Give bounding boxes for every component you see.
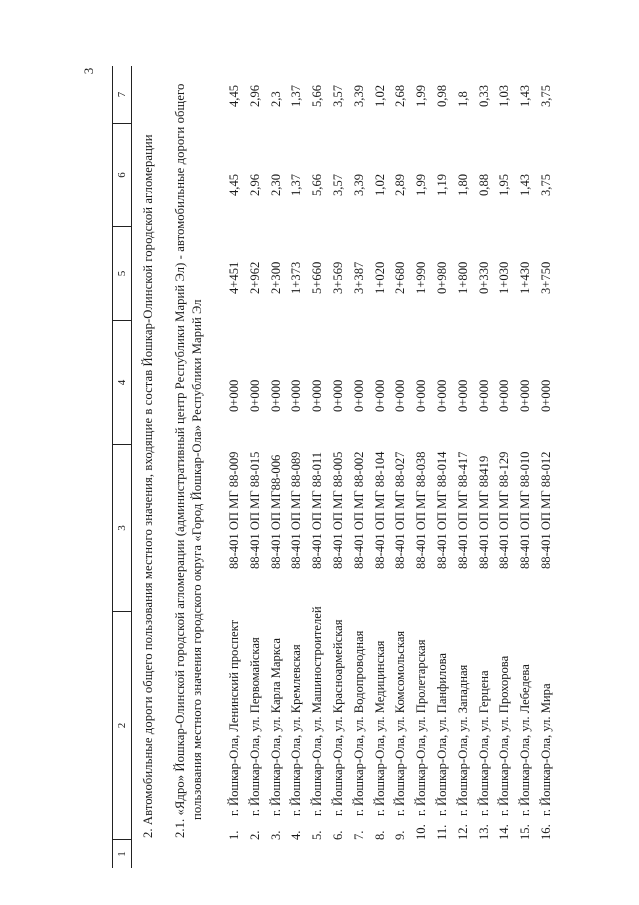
- table-row: [453, 66, 474, 868]
- road-name: г. Йошкар-Ола, Ленинский проспект: [227, 619, 241, 816]
- road-code: 88-401 ОП МГ 88-027: [393, 451, 408, 569]
- header-col-1: 1: [116, 851, 128, 857]
- row-number: 16.: [539, 824, 553, 840]
- table-row: [432, 66, 453, 868]
- length-col7: 3,57: [331, 84, 345, 107]
- table-row: [536, 66, 557, 868]
- rotated-table: [112, 66, 552, 868]
- start-km: 0+000: [476, 379, 491, 412]
- header-col-2: 2: [116, 722, 128, 729]
- length-col6: 1,95: [497, 173, 512, 196]
- end-km: 1+020: [372, 261, 387, 294]
- road-name: г. Йошкар-Ола, ул. Лебедева: [518, 664, 533, 816]
- road-code: 88-401 ОП МГ88-006: [268, 454, 283, 569]
- header-col-4: 4: [116, 379, 128, 386]
- road-code: 88-401 ОП МГ 88-129: [497, 451, 512, 569]
- start-km: 0+000: [227, 379, 241, 412]
- length-col7: 4,45: [227, 84, 241, 107]
- length-col7: 2,96: [247, 84, 262, 107]
- road-code: 88-401 ОП МГ 88-010: [518, 451, 533, 569]
- road-name: г. Йошкар-Ола, ул. Западная: [455, 664, 470, 816]
- end-km: 1+800: [455, 261, 470, 294]
- length-col6: 0,88: [476, 173, 491, 196]
- road-code: 88-401 ОП МГ 88-015: [247, 451, 262, 569]
- table-row: [515, 66, 536, 868]
- length-col6: 3,75: [539, 173, 553, 196]
- length-col7: 1,37: [289, 84, 304, 107]
- end-km: 2+962: [247, 261, 262, 294]
- end-km: 0+980: [435, 261, 449, 294]
- row-number: 4.: [289, 830, 304, 840]
- row-number: 12.: [455, 824, 470, 840]
- end-km: 1+030: [497, 261, 512, 294]
- length-col6: 1,99: [414, 173, 429, 196]
- start-km: 0+000: [247, 379, 262, 412]
- section-2-title: 2. Автомобильные дороги общего пользования местного значения, входящие в состав Йошкар-Олинской городской агломерации: [141, 134, 155, 838]
- header-divider: [113, 226, 132, 227]
- road-name: г. Йошкар-Ола, ул. Первомайская: [247, 637, 262, 816]
- road-code: 88-401 ОП МГ 88-002: [351, 451, 366, 569]
- length-col6: 5,66: [310, 173, 325, 196]
- road-code: 88-401 ОП МГ 88-005: [331, 451, 345, 569]
- length-col6: 1,43: [518, 173, 533, 196]
- length-col6: 2,96: [247, 173, 262, 196]
- table-row: [328, 66, 349, 868]
- length-col7: 5,66: [310, 84, 325, 107]
- length-col6: 1,80: [455, 173, 470, 196]
- length-col6: 2,89: [393, 173, 408, 196]
- road-name: г. Йошкар-Ола, ул. Прохорова: [497, 655, 512, 816]
- section-2-1-title-continued: пользования местного значения городского округа «Город Йошкар-Ола» Республики Марий Эл: [190, 299, 204, 820]
- length-col6: 3,57: [331, 173, 345, 196]
- end-km: 2+680: [393, 261, 408, 294]
- table-row: [266, 66, 287, 868]
- start-km: 0+000: [497, 379, 512, 412]
- start-km: 0+000: [393, 379, 408, 412]
- row-number: 13.: [476, 824, 491, 840]
- road-code: 88-401 ОП МГ 88-104: [372, 451, 387, 569]
- header-divider: [113, 123, 132, 124]
- table-row: [474, 66, 495, 868]
- table-row: [390, 66, 411, 868]
- row-number: 10.: [414, 824, 429, 840]
- length-col7: 3,75: [539, 84, 553, 107]
- table-row: [245, 66, 266, 868]
- row-number: 3.: [268, 830, 283, 840]
- road-code: 88-401 ОП МГ 88-014: [435, 451, 449, 569]
- length-col7: 1,8: [455, 91, 470, 107]
- start-km: 0+000: [268, 379, 283, 412]
- table-row: [370, 66, 391, 868]
- start-km: 0+000: [351, 379, 366, 412]
- end-km: 3+750: [539, 261, 553, 294]
- table-row: [224, 66, 245, 868]
- end-km: 1+990: [414, 261, 429, 294]
- header-divider: [113, 839, 132, 840]
- end-km: 4+451: [227, 261, 241, 294]
- road-code: 88-401 ОП МГ 88-089: [289, 451, 304, 569]
- road-code: 88-401 ОП МГ 88-038: [414, 451, 429, 569]
- row-number: 9.: [393, 830, 408, 840]
- start-km: 0+000: [455, 379, 470, 412]
- start-km: 0+000: [435, 379, 449, 412]
- row-number: 8.: [372, 830, 387, 840]
- header-divider: [113, 320, 132, 321]
- header-col-3: 3: [116, 525, 128, 531]
- road-name: г. Йошкар-Ола, ул. Машиностроителей: [310, 606, 325, 816]
- length-col7: 1,02: [372, 84, 387, 107]
- length-col7: 2,3: [268, 91, 283, 107]
- road-name: г. Йошкар-Ола, ул. Панфилова: [435, 652, 449, 816]
- road-name: г. Йошкар-Ола, ул. Комсомольская: [393, 630, 408, 816]
- length-col7: 1,99: [414, 84, 429, 107]
- header-col-7: 7: [116, 91, 128, 98]
- end-km: 1+430: [518, 261, 533, 294]
- page-number: 3: [81, 67, 96, 75]
- road-code: 88-401 ОП МГ 88-011: [310, 451, 325, 569]
- road-name: г. Йошкар-Ола, ул. Мира: [539, 683, 553, 816]
- start-km: 0+000: [414, 379, 429, 412]
- start-km: 0+000: [331, 379, 345, 412]
- end-km: 1+373: [289, 261, 304, 294]
- length-col7: 2,68: [393, 84, 408, 107]
- table-row: [286, 66, 307, 868]
- end-km: 3+569: [331, 261, 345, 294]
- row-number: 11.: [435, 824, 449, 840]
- row-number: 2.: [247, 830, 262, 840]
- table-header-row: [112, 66, 132, 868]
- length-col7: 0,33: [476, 84, 491, 107]
- header-divider: [113, 444, 132, 445]
- road-code: 88-401 ОП МГ 88419: [476, 455, 491, 569]
- start-km: 0+000: [518, 379, 533, 412]
- end-km: 3+387: [351, 261, 366, 294]
- row-number: 5.: [310, 830, 325, 840]
- length-col6: 1,02: [372, 173, 387, 196]
- length-col7: 1,43: [518, 84, 533, 107]
- start-km: 0+000: [539, 379, 553, 412]
- table-row: [307, 66, 328, 868]
- header-col-6: 6: [116, 172, 128, 178]
- length-col7: 3,39: [351, 84, 366, 107]
- row-number: 7.: [351, 830, 366, 840]
- table-row: [411, 66, 432, 868]
- road-code: 88-401 ОП МГ 88-012: [539, 451, 553, 569]
- length-col6: 2,30: [268, 173, 283, 196]
- table-row: [494, 66, 515, 868]
- length-col6: 3,39: [351, 173, 366, 196]
- road-name: г. Йошкар-Ола, ул. Кремлевская: [289, 644, 304, 816]
- road-name: г. Йошкар-Ола, ул. Водопроводная: [351, 630, 366, 816]
- row-number: 1.: [227, 830, 241, 840]
- start-km: 0+000: [310, 379, 325, 412]
- end-km: 0+330: [476, 261, 491, 294]
- road-name: г. Йошкар-Ола, ул. Карла Маркса: [268, 638, 283, 816]
- end-km: 2+300: [268, 261, 283, 294]
- road-name: г. Йошкар-Ола, ул. Красноармейская: [331, 619, 345, 816]
- length-col6: 4,45: [227, 173, 241, 196]
- length-col6: 1,19: [435, 173, 449, 196]
- road-name: г. Йошкар-Ола, ул. Пролетарская: [414, 639, 429, 816]
- length-col7: 1,03: [497, 84, 512, 107]
- road-name: г. Йошкар-Ола, ул. Герцена: [476, 670, 491, 816]
- header-col-5: 5: [116, 270, 128, 277]
- road-name: г. Йошкар-Ола, ул. Медицинская: [372, 640, 387, 816]
- header-divider: [113, 611, 132, 612]
- length-col6: 1,37: [289, 173, 304, 196]
- length-col7: 0,98: [435, 84, 449, 107]
- row-number: 14.: [497, 824, 512, 840]
- start-km: 0+000: [289, 379, 304, 412]
- row-number: 15.: [518, 824, 533, 840]
- row-number: 6.: [331, 830, 345, 840]
- road-code: 88-401 ОП МГ 88-417: [455, 451, 470, 569]
- table-row: [349, 66, 370, 868]
- end-km: 5+660: [310, 261, 325, 294]
- start-km: 0+000: [372, 379, 387, 412]
- road-code: 88-401 ОП МГ 88-009: [227, 451, 241, 569]
- section-2-1-title: 2.1. «Ядро» Йошкар-Олинской городской агломерации (административный центр Республики Марий Эл) - автомобильные дороги общего: [173, 83, 187, 838]
